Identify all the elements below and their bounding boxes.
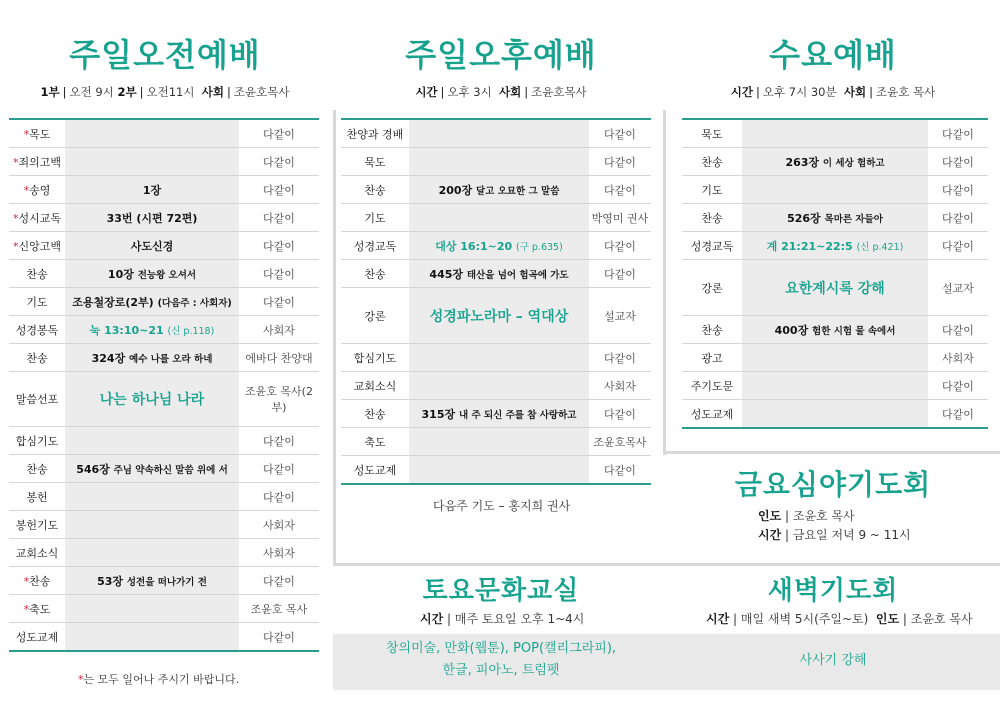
order-item-performer: 다같이 — [928, 400, 988, 429]
order-item-performer: 다같이 — [239, 176, 319, 204]
order-row — [9, 372, 319, 427]
order-item-content — [409, 400, 589, 428]
order-item-content — [65, 567, 239, 595]
order-row — [9, 483, 319, 511]
order-item-label: 찬송 — [364, 183, 386, 197]
order-item-content-text: 200장 — [438, 183, 473, 197]
order-item-content — [742, 316, 928, 344]
part2-label: 2부 — [117, 85, 137, 99]
order-item-content — [742, 344, 928, 372]
order-item-name — [9, 372, 65, 427]
leader-name: 조윤호목사 — [531, 85, 587, 99]
order-item-name — [682, 204, 742, 232]
time-value: 매일 새벽 5시(주일~토) — [740, 612, 869, 626]
order-item-performer: 다같이 — [239, 427, 319, 455]
standing-star: * — [12, 239, 19, 253]
order-row — [341, 344, 651, 372]
order-item-label: 찬송 — [26, 462, 48, 476]
time-label: 시간 — [420, 612, 444, 626]
order-item-content-text: 546장 — [76, 462, 110, 476]
order-row — [9, 539, 319, 567]
order-item-label: 찬송 — [29, 574, 51, 588]
dawn-info: 시간 | 매일 새벽 5시(주일~토) 인도 | 조윤호 목사 — [706, 612, 973, 626]
order-item-label: 축도 — [29, 602, 51, 616]
order-item-performer: 에바다 찬양대 — [239, 344, 319, 372]
sunday-afternoon-order-table — [341, 118, 651, 485]
order-item-content — [65, 483, 239, 511]
order-item-name — [9, 595, 65, 623]
order-item-label: 찬송 — [26, 351, 48, 365]
order-item-content-text: 526장 — [787, 211, 821, 225]
order-item-content — [742, 372, 928, 400]
order-item-label: 성경봉독 — [15, 323, 59, 337]
order-item-performer: 다같이 — [928, 232, 988, 260]
order-item-content-text: 324장 — [91, 351, 126, 365]
order-item-performer: 조윤호 목사(2부) — [239, 372, 319, 427]
order-item-content-text: 성경파노라마 – 역대상 — [429, 308, 569, 325]
order-row — [682, 372, 988, 400]
order-item-content-detail: 주님 약속하신 말씀 위에 서 — [113, 464, 228, 476]
order-item-label: 찬송 — [701, 211, 723, 225]
order-item-name — [341, 372, 409, 400]
order-row — [9, 260, 319, 288]
time-label: 시간 — [706, 612, 730, 626]
order-item-performer: 다같이 — [589, 400, 651, 428]
order-item-content — [65, 539, 239, 567]
order-item-content — [65, 119, 239, 148]
order-item-content-detail: 이 세상 험하고 — [822, 157, 885, 169]
note-star: * — [78, 673, 84, 686]
order-item-content — [409, 428, 589, 456]
sunday-morning-order-table — [9, 118, 319, 652]
order-item-performer: 다같이 — [928, 148, 988, 176]
order-item-content — [409, 204, 589, 232]
order-item-content-detail: 예수 나를 오라 하네 — [129, 353, 213, 365]
order-item-content — [742, 176, 928, 204]
order-item-name — [9, 483, 65, 511]
order-item-label: 기도 — [364, 211, 386, 225]
order-item-content — [65, 372, 239, 427]
order-item-name — [341, 148, 409, 176]
order-item-performer: 다같이 — [589, 260, 651, 288]
order-item-label: 성도교제 — [353, 463, 397, 477]
order-row — [9, 567, 319, 595]
order-item-label: 봉헌 — [26, 490, 48, 504]
order-item-performer: 다같이 — [239, 148, 319, 176]
order-item-performer: 다같이 — [928, 316, 988, 344]
order-item-performer: 사회자 — [239, 511, 319, 539]
standing-star: * — [23, 602, 30, 616]
order-item-content — [742, 204, 928, 232]
order-item-performer: 박영미 권사 — [589, 204, 651, 232]
order-row — [341, 260, 651, 288]
standing-star: * — [12, 155, 19, 169]
order-item-content-text: 53장 — [97, 574, 124, 588]
order-item-content — [409, 260, 589, 288]
order-item-content — [65, 204, 239, 232]
order-item-content — [742, 232, 928, 260]
order-item-label: 찬송 — [701, 323, 723, 337]
order-item-label: 찬송 — [364, 407, 386, 421]
dawn-title: 새벽기도회 — [767, 576, 899, 606]
divider-horizontal-bottom — [333, 563, 1000, 566]
order-row — [9, 344, 319, 372]
order-item-name — [341, 204, 409, 232]
order-row — [341, 204, 651, 232]
order-item-content-text: 조용철장로(2부) — [72, 295, 154, 309]
wednesday-order-table — [682, 118, 988, 429]
time-value: 오후 3시 — [447, 85, 492, 99]
order-item-performer: 사회자 — [928, 344, 988, 372]
time-label: 시간 — [730, 85, 754, 99]
order-row — [682, 232, 988, 260]
order-row — [682, 344, 988, 372]
next-prayer-note: 다음주 기도 – 홍지희 권사 — [433, 499, 571, 513]
order-item-content — [742, 260, 928, 316]
order-item-label: 신앙고백 — [18, 239, 61, 253]
order-item-name — [682, 119, 742, 148]
order-item-name — [682, 260, 742, 316]
order-item-label: 성시교독 — [18, 211, 61, 225]
order-item-performer: 사회자 — [239, 316, 319, 344]
order-item-name — [682, 372, 742, 400]
standing-star: * — [23, 574, 30, 588]
order-item-name — [682, 316, 742, 344]
order-row — [9, 455, 319, 483]
order-item-content — [65, 148, 239, 176]
order-row — [341, 176, 651, 204]
order-item-content-text: 315장 — [421, 407, 456, 421]
leader-name: 조윤호목사 — [233, 85, 290, 99]
saturday-classes-line1: 창의미술, 만화(웹툰), POP(캘리그라피), — [385, 641, 617, 656]
order-item-performer: 다같이 — [928, 372, 988, 400]
order-item-content-detail: 성전을 떠나가기 전 — [126, 576, 207, 588]
friday-title: 금요심야기도회 — [734, 468, 932, 501]
order-row — [9, 204, 319, 232]
time-value: 금요일 저녁 9 ~ 11시 — [792, 528, 911, 542]
order-item-content-detail: (신 p.118) — [167, 325, 215, 337]
order-item-content — [409, 344, 589, 372]
order-row — [682, 204, 988, 232]
order-row — [9, 316, 319, 344]
order-item-name — [9, 427, 65, 455]
order-item-performer: 다같이 — [239, 483, 319, 511]
order-item-name — [682, 344, 742, 372]
order-item-label: 축도 — [364, 435, 386, 449]
order-item-label: 목도 — [29, 127, 51, 141]
order-row — [682, 176, 988, 204]
order-item-content — [409, 372, 589, 400]
order-item-content — [65, 316, 239, 344]
order-item-content-detail: (신 p.421) — [856, 241, 904, 253]
order-item-label: 말씀선포 — [15, 393, 59, 406]
order-item-name — [341, 428, 409, 456]
order-item-performer: 다같이 — [239, 119, 319, 148]
order-item-label: 기도 — [26, 295, 48, 309]
order-item-content-detail: 목마른 자들아 — [824, 213, 883, 225]
order-item-content — [65, 232, 239, 260]
order-item-content — [65, 260, 239, 288]
order-item-content — [409, 148, 589, 176]
order-row — [9, 232, 319, 260]
divider-horizontal-right — [666, 451, 1000, 454]
dawn-content: 사사기 강해 — [799, 653, 867, 668]
order-item-name — [9, 176, 65, 204]
order-row — [341, 372, 651, 400]
order-item-name — [9, 455, 65, 483]
order-item-label: 광고 — [701, 351, 723, 365]
order-item-name — [682, 400, 742, 429]
wednesday-title: 수요예배 — [769, 36, 897, 74]
divider-vertical-right — [663, 110, 666, 455]
order-item-label: 합심기도 — [353, 351, 397, 365]
part1-time: 오전 9시 — [69, 85, 114, 99]
order-item-performer: 다같이 — [239, 623, 319, 652]
order-item-performer: 다같이 — [239, 232, 319, 260]
order-item-performer: 다같이 — [928, 204, 988, 232]
leader-label: 사회 — [201, 85, 225, 99]
order-item-content-text: 사도신경 — [130, 239, 174, 253]
order-item-label: 기도 — [701, 183, 723, 197]
order-item-content — [65, 176, 239, 204]
order-item-label: 교회소식 — [353, 379, 397, 393]
divider-vertical-left — [333, 110, 336, 566]
lead-label: 인도 — [875, 612, 900, 626]
order-item-performer: 다같이 — [239, 204, 319, 232]
order-item-label: 합심기도 — [15, 434, 59, 448]
standing-star: * — [12, 211, 19, 225]
order-item-content-detail: 달고 오묘한 그 말씀 — [476, 185, 560, 197]
order-item-performer: 다같이 — [589, 119, 651, 148]
order-item-performer: 다같이 — [589, 456, 651, 485]
order-item-label: 봉헌기도 — [15, 518, 59, 532]
order-item-content-detail: 태산을 넘어 험곡에 가도 — [466, 269, 569, 281]
order-item-content-detail: 전능왕 오셔서 — [137, 269, 197, 281]
standing-note — [78, 671, 239, 687]
order-item-content — [742, 119, 928, 148]
order-item-label: 찬송 — [701, 155, 723, 169]
order-item-performer: 사회자 — [589, 372, 651, 400]
order-item-label: 성도교제 — [690, 407, 734, 421]
order-item-label: 성경교독 — [690, 239, 734, 253]
order-row — [682, 316, 988, 344]
order-item-performer: 사회자 — [239, 539, 319, 567]
order-item-label: 찬송 — [364, 267, 386, 281]
order-item-content — [65, 623, 239, 652]
order-item-name — [682, 232, 742, 260]
standing-star: * — [23, 183, 30, 197]
order-item-content-text: 33번 (시편 72편) — [106, 211, 198, 225]
order-item-name — [9, 511, 65, 539]
friday-lead: 인도 | 조윤호 목사 — [758, 509, 855, 523]
order-item-content-text: 1장 — [142, 183, 162, 197]
order-item-name — [9, 567, 65, 595]
order-item-name — [9, 316, 65, 344]
order-item-label: 교회소식 — [15, 546, 59, 560]
order-item-name — [682, 148, 742, 176]
order-item-content — [409, 288, 589, 344]
order-item-label: 성도교제 — [15, 630, 59, 644]
leader-label: 사회 — [843, 85, 867, 99]
order-item-performer: 다같이 — [589, 148, 651, 176]
leader-name: 조윤호 목사 — [876, 85, 936, 99]
order-row — [341, 232, 651, 260]
order-row — [9, 623, 319, 652]
order-item-label: 강론 — [701, 281, 723, 295]
order-item-performer: 다같이 — [589, 232, 651, 260]
order-item-performer: 조윤호목사 — [589, 428, 651, 456]
order-row — [341, 119, 651, 148]
order-row — [341, 456, 651, 485]
order-item-content-text: 나는 하나님 나라 — [99, 392, 205, 408]
saturday-title: 토요문화교실 — [422, 576, 580, 606]
order-item-performer: 다같이 — [589, 344, 651, 372]
order-item-content — [742, 148, 928, 176]
order-item-performer: 다같이 — [239, 260, 319, 288]
part2-time: 오전11시 — [146, 85, 195, 99]
order-row — [682, 148, 988, 176]
order-row — [341, 400, 651, 428]
time-value: 오후 7시 30분 — [762, 85, 837, 99]
order-item-label: 강론 — [364, 309, 386, 323]
order-item-name — [341, 260, 409, 288]
sunday-afternoon-subtitle: 시간 | 오후 3시 사회 | 조윤호목사 — [415, 85, 587, 99]
leader-label: 사회 — [499, 85, 522, 99]
order-item-performer: 다같이 — [589, 176, 651, 204]
order-item-performer: 다같이 — [239, 455, 319, 483]
order-item-content — [65, 455, 239, 483]
order-item-content-detail: 내 주 되신 주를 참 사랑하고 — [458, 409, 577, 421]
note-text: 는 모두 일어나 주시기 바랍니다. — [83, 673, 240, 686]
lead-name: 조윤호 목사 — [910, 612, 973, 626]
order-item-content-detail: (다음주 : 사회자) — [157, 297, 232, 309]
order-item-name — [9, 344, 65, 372]
order-item-content-text: 10장 — [107, 267, 134, 281]
sunday-morning-subtitle: 1부 | 오전 9시 2부 | 오전11시 사회 | 조윤호목사 — [40, 85, 290, 99]
order-item-name — [341, 176, 409, 204]
order-row — [9, 148, 319, 176]
friday-time: 시간 | 금요일 저녁 9 ~ 11시 — [758, 528, 911, 542]
order-row — [9, 511, 319, 539]
order-item-performer: 설교자 — [928, 260, 988, 316]
order-row — [341, 428, 651, 456]
order-item-performer: 조윤호 목사 — [239, 595, 319, 623]
order-item-content-text: 요한계시록 강해 — [785, 280, 885, 297]
order-item-content-text: 눅 13:10~21 — [89, 323, 164, 337]
part1-label: 1부 — [40, 85, 60, 99]
order-row — [682, 260, 988, 316]
sunday-morning-title: 주일오전예배 — [69, 36, 261, 74]
order-item-content — [409, 119, 589, 148]
order-item-label: 송영 — [29, 183, 51, 197]
order-row — [9, 119, 319, 148]
order-item-label: 묵도 — [364, 155, 386, 169]
order-item-content — [65, 427, 239, 455]
order-item-content — [742, 400, 928, 429]
order-row — [9, 288, 319, 316]
order-row — [9, 427, 319, 455]
order-item-name — [9, 204, 65, 232]
sunday-afternoon-title: 주일오후예배 — [405, 36, 597, 74]
saturday-time: 시간 | 매주 토요일 오후 1~4시 — [420, 612, 585, 626]
order-item-label: 찬송 — [26, 267, 48, 281]
order-row — [9, 176, 319, 204]
order-item-name — [9, 148, 65, 176]
order-item-name — [9, 623, 65, 652]
order-item-name — [9, 119, 65, 148]
order-item-content-text: 263장 — [785, 155, 820, 169]
order-row — [341, 288, 651, 344]
order-item-performer: 설교자 — [589, 288, 651, 344]
order-item-label: 찬양과 경배 — [346, 127, 404, 141]
wednesday-subtitle: 시간 | 오후 7시 30분 사회 | 조윤호 목사 — [730, 85, 936, 99]
lead-name: 조윤호 목사 — [792, 509, 855, 523]
order-item-name — [341, 119, 409, 148]
order-item-name — [9, 232, 65, 260]
saturday-classes — [336, 638, 666, 682]
order-item-name — [341, 288, 409, 344]
standing-star: * — [23, 127, 30, 141]
order-item-content — [65, 595, 239, 623]
order-row — [341, 148, 651, 176]
order-row — [682, 400, 988, 429]
time-label: 시간 — [415, 85, 438, 99]
order-item-label: 죄의고백 — [18, 155, 61, 169]
order-item-name — [341, 400, 409, 428]
order-item-label: 성경교독 — [353, 239, 397, 253]
order-row — [9, 595, 319, 623]
order-item-content-detail: 험한 시험 물 속에서 — [812, 325, 896, 337]
order-item-name — [341, 456, 409, 485]
order-item-name — [341, 232, 409, 260]
order-item-content-text: 445장 — [429, 267, 464, 281]
order-item-content — [65, 511, 239, 539]
order-item-content-text: 계 21:21~22:5 — [766, 239, 853, 253]
order-item-content — [65, 288, 239, 316]
order-item-name — [682, 176, 742, 204]
order-item-name — [341, 344, 409, 372]
time-label: 시간 — [758, 528, 782, 542]
order-item-label: 주기도문 — [690, 379, 734, 393]
order-item-label: 묵도 — [701, 127, 723, 141]
order-item-content-text: 대상 16:1~20 — [435, 239, 513, 253]
order-item-performer: 다같이 — [239, 288, 319, 316]
saturday-classes-line2: 한글, 피아노, 트럼펫 — [442, 663, 560, 678]
order-item-content-detail: (구 p.635) — [516, 241, 563, 253]
order-item-performer: 다같이 — [239, 567, 319, 595]
order-item-content — [409, 232, 589, 260]
order-item-name — [9, 539, 65, 567]
order-item-content — [409, 176, 589, 204]
order-item-performer: 다같이 — [928, 119, 988, 148]
lead-label: 인도 — [758, 509, 782, 523]
time-value: 매주 토요일 오후 1~4시 — [454, 612, 585, 626]
order-item-performer: 다같이 — [928, 176, 988, 204]
order-item-name — [9, 260, 65, 288]
order-item-content-text: 400장 — [774, 323, 809, 337]
order-item-name — [9, 288, 65, 316]
order-row — [682, 119, 988, 148]
order-item-content — [409, 456, 589, 485]
order-item-content — [65, 344, 239, 372]
